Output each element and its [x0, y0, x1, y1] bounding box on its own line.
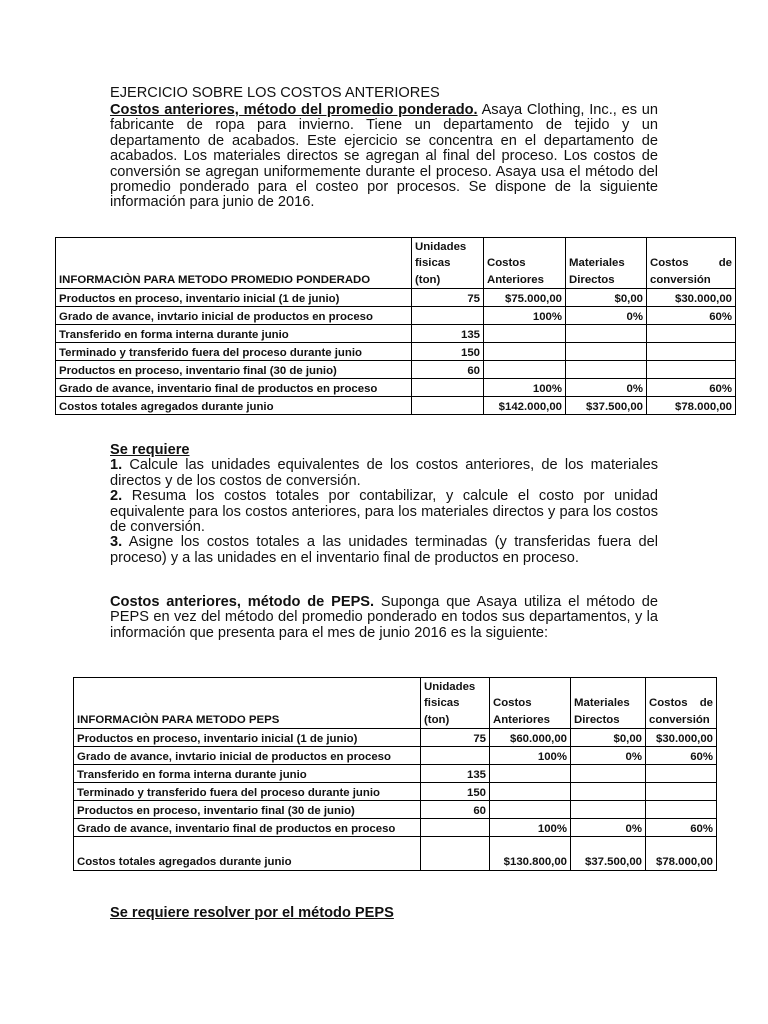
document-title-text: EJERCICIO SOBRE LOS COSTOS ANTERIORES	[110, 85, 440, 101]
peps-heading: Costos anteriores, método de PEPS.	[110, 594, 375, 610]
row-conversion-costs: $78.000,00	[647, 397, 736, 415]
row-direct-materials: $37.500,00	[571, 837, 646, 871]
row-units	[421, 837, 490, 871]
row-label: Productos en proceso, inventario inicial (1 de junio)	[56, 289, 412, 307]
row-units: 135	[412, 325, 484, 343]
row-units	[421, 747, 490, 765]
row-prior-costs: 100%	[490, 747, 571, 765]
row-conversion-costs: 60%	[646, 747, 717, 765]
requirements-section	[110, 443, 658, 566]
row-label: Grado de avance, invtario inicial de productos en proceso	[56, 307, 412, 325]
requirement-text: Calcule las unidades equivalentes de los costos anteriores, de los materiales directos y de los costos de conversión.	[110, 457, 658, 489]
table-row	[74, 729, 717, 747]
row-conversion-costs	[646, 801, 717, 819]
row-prior-costs	[484, 361, 566, 379]
peps-paragraph	[110, 595, 658, 641]
row-prior-costs: 100%	[490, 819, 571, 837]
row-label: Costos totales agregados durante junio	[74, 837, 421, 871]
row-units: 135	[421, 765, 490, 783]
row-conversion-costs	[647, 361, 736, 379]
header-direct-materials: Materiales Directos	[566, 238, 647, 289]
row-conversion-costs	[646, 765, 717, 783]
row-prior-costs: 100%	[484, 307, 566, 325]
row-direct-materials: 0%	[571, 747, 646, 765]
table-row	[74, 747, 717, 765]
row-conversion-costs	[646, 783, 717, 801]
row-conversion-costs: 60%	[647, 379, 736, 397]
requirement-number: 2.	[110, 488, 123, 505]
header-units: Unidades fisicas (ton)	[412, 238, 484, 289]
requirement-text: Asigne los costos totales a las unidades terminadas (y transferidas fuera del proceso) y a las unidades en el inventario final de productos en proceso.	[110, 534, 658, 566]
table-row	[56, 379, 736, 397]
row-units: 60	[412, 361, 484, 379]
row-prior-costs	[490, 783, 571, 801]
header-info: INFORMACIÒN PARA METODO PROMEDIO PONDERADO	[56, 238, 412, 289]
row-prior-costs: 100%	[484, 379, 566, 397]
table-row	[74, 783, 717, 801]
row-direct-materials: 0%	[566, 307, 647, 325]
row-direct-materials	[566, 361, 647, 379]
final-requirement-note: Se requiere resolver por el método PEPS	[110, 905, 394, 921]
row-conversion-costs: $30.000,00	[646, 729, 717, 747]
requirement-number: 3.	[110, 534, 123, 551]
table-row	[74, 765, 717, 783]
row-label: Terminado y transferido fuera del proceso durante junio	[74, 783, 421, 801]
requirement-item	[110, 458, 658, 489]
header-prior-costs: Costos Anteriores	[490, 678, 571, 729]
row-units	[412, 397, 484, 415]
header-conversion-costs: Costos de conversión	[647, 238, 736, 289]
row-label: Grado de avance, inventario final de productos en proceso	[56, 379, 412, 397]
row-label: Transferido en forma interna durante junio	[56, 325, 412, 343]
row-direct-materials	[571, 783, 646, 801]
row-label: Terminado y transferido fuera del proceso durante junio	[56, 343, 412, 361]
row-label: Costos totales agregados durante junio	[56, 397, 412, 415]
requirements-heading: Se requiere	[110, 442, 190, 458]
intro-body: Asaya Clothing, Inc., es un fabricante de ropa para invierno. Tiene un departamento de tejido y un departamento de acabados. Este ejercicio se concentra en el departamento de acabados. Los materiales directos se agregan al final del proceso. Los costos de conversión se agregan uniformemente durante el proceso. Asaya usa el método del promedio ponderado para el costeo por procesos. Se dispone de la siguiente información para junio de 2016.	[110, 102, 658, 211]
row-conversion-costs	[647, 325, 736, 343]
weighted-average-table	[55, 237, 736, 415]
row-direct-materials	[566, 343, 647, 361]
table-row	[56, 307, 736, 325]
table-header-row	[56, 238, 736, 289]
row-label: Grado de avance, inventario final de productos en proceso	[74, 819, 421, 837]
table-row	[74, 801, 717, 819]
row-units: 60	[421, 801, 490, 819]
row-direct-materials	[566, 325, 647, 343]
requirement-item	[110, 535, 658, 566]
row-prior-costs: $142.000,00	[484, 397, 566, 415]
row-direct-materials: 0%	[571, 819, 646, 837]
row-prior-costs	[490, 765, 571, 783]
table-row	[56, 343, 736, 361]
row-direct-materials: $37.500,00	[566, 397, 647, 415]
intro-paragraph	[110, 103, 658, 211]
header-direct-materials: Materiales Directos	[571, 678, 646, 729]
row-prior-costs	[490, 801, 571, 819]
row-units: 150	[421, 783, 490, 801]
row-units	[412, 379, 484, 397]
row-units: 75	[421, 729, 490, 747]
row-label: Transferido en forma interna durante junio	[74, 765, 421, 783]
header-info: INFORMACIÒN PARA METODO PEPS	[74, 678, 421, 729]
row-prior-costs	[484, 325, 566, 343]
row-conversion-costs: 60%	[646, 819, 717, 837]
row-units: 75	[412, 289, 484, 307]
row-conversion-costs: $30.000,00	[647, 289, 736, 307]
peps-table	[73, 677, 717, 871]
row-direct-materials	[571, 801, 646, 819]
row-conversion-costs: 60%	[647, 307, 736, 325]
table-row	[56, 397, 736, 415]
row-prior-costs: $130.800,00	[490, 837, 571, 871]
row-prior-costs: $75.000,00	[484, 289, 566, 307]
header-prior-costs: Costos Anteriores	[484, 238, 566, 289]
row-direct-materials: $0,00	[566, 289, 647, 307]
document-title	[110, 86, 658, 101]
table-row	[56, 289, 736, 307]
row-prior-costs	[484, 343, 566, 361]
row-label: Productos en proceso, inventario final (30 de junio)	[56, 361, 412, 379]
header-conversion-costs: Costos de conversión	[646, 678, 717, 729]
row-label: Productos en proceso, inventario final (30 de junio)	[74, 801, 421, 819]
row-prior-costs: $60.000,00	[490, 729, 571, 747]
intro-heading: Costos anteriores, método del promedio ponderado.	[110, 102, 478, 118]
table-header-row	[74, 678, 717, 729]
table-row	[74, 837, 717, 871]
row-units	[421, 819, 490, 837]
requirement-item	[110, 489, 658, 535]
table-row	[56, 325, 736, 343]
requirement-number: 1.	[110, 457, 123, 474]
requirement-text: Resuma los costos totales por contabilizar, y calcule el costo por unidad equivalente para los costos anteriores, para los materiales directos y para los costos de conversión.	[110, 488, 658, 536]
table-row	[56, 361, 736, 379]
header-units: Unidades fisicas (ton)	[421, 678, 490, 729]
row-direct-materials: $0,00	[571, 729, 646, 747]
row-conversion-costs: $78.000,00	[646, 837, 717, 871]
row-units: 150	[412, 343, 484, 361]
table-row	[74, 819, 717, 837]
row-direct-materials	[571, 765, 646, 783]
peps-body: Suponga que Asaya utiliza el método de PEPS en vez del método del promedio ponderado en todos sus departamentos, y la información que presenta para el mes de junio 2016 es la siguiente:	[110, 594, 658, 641]
row-label: Productos en proceso, inventario inicial (1 de junio)	[74, 729, 421, 747]
row-conversion-costs	[647, 343, 736, 361]
row-label: Grado de avance, invtario inicial de productos en proceso	[74, 747, 421, 765]
row-direct-materials: 0%	[566, 379, 647, 397]
row-units	[412, 307, 484, 325]
